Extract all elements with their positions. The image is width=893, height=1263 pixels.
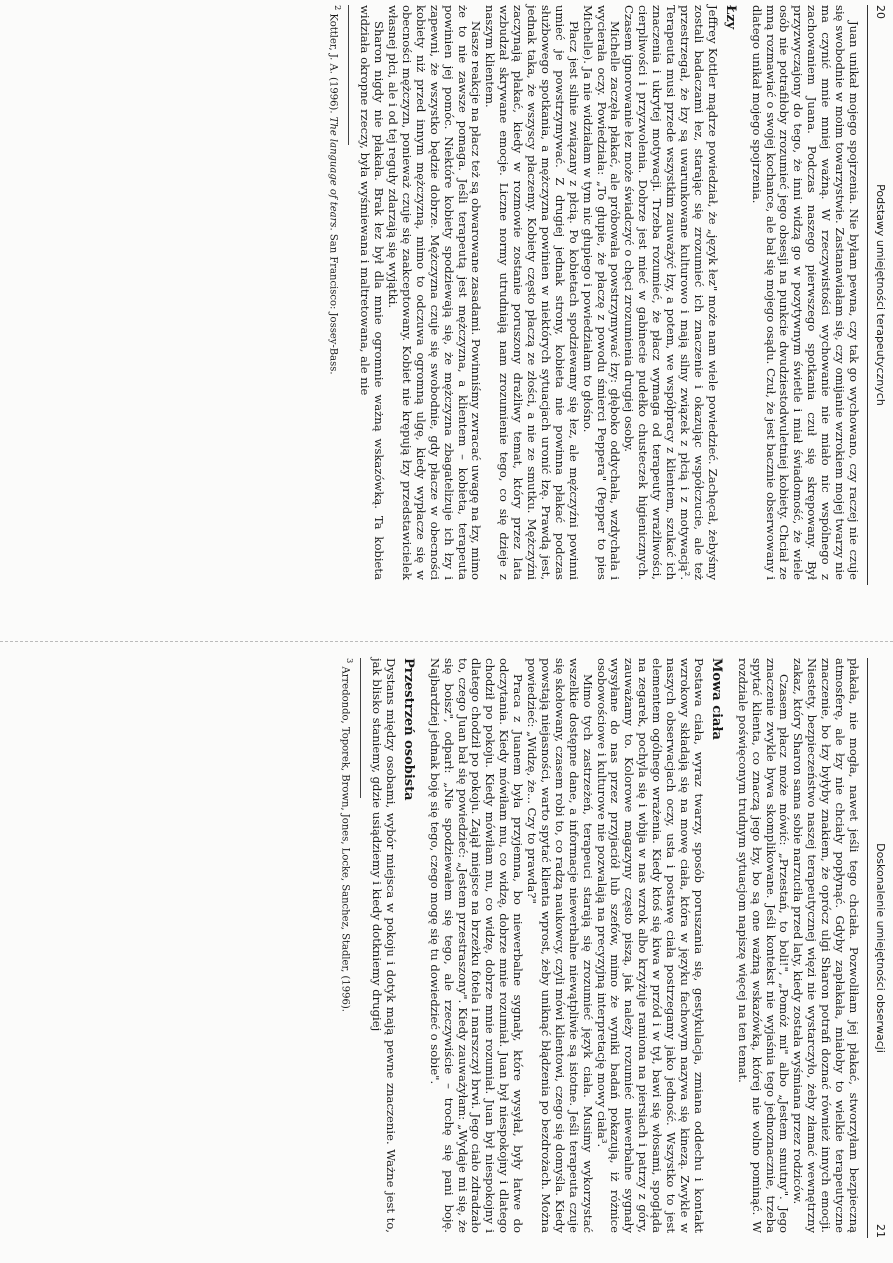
page-20	[130, 5, 890, 605]
paragraph-sharon: Sharon nigdy nie płakała. Brak łez był dla mnie ogromnie ważną wskazówką. Ta kobieta widziała okropne rzeczy, była wyśmiewana i maltretowana, ale nie	[358, 5, 387, 580]
heading-body-language: Mowa ciała	[708, 658, 724, 740]
page-gutter	[0, 641, 893, 643]
heading-personal-space: Przestrzeń osobista	[400, 658, 416, 801]
footnote-mark-3: 3	[345, 658, 356, 664]
page-21	[130, 658, 890, 1258]
page-number-left: 20	[874, 5, 887, 19]
footnote-3-text: Arredondo, Toporek, Brown, Jones, Locke, Sanchez, Stadler, (1996).	[339, 666, 351, 1012]
footnote-3	[339, 658, 356, 1233]
paragraph-caveats: Mimo tych zastrzeżeń, terapeuci starają się zrozumieć język ciała. Musimy wykorzystać wszelkie dostępne dane, a informacje niewerbalne niewątpliwie są istotne. Jeśli terapeuta czuje się skołowany, czasem robi to, co radzą naukowcy, czyli mówi klientowi, czego się domyśla. Kiedy powstają niejasności, warto spytać klienta wprost, żeby uniknąć błądzenia po bezdrożach. Można powiedzieć: „Widzę, że... Czy to prawda?"	[525, 658, 595, 1233]
paragraph-juan: Juan unikał mojego spojrzenia. Nie byłam pewna, czy tak go wychowano, czy raczej nie czuje się swobodnie w moim towarzystwie. Zastanawiałam się, czy omijanie wzrokiem mojej twarzy nie ma czynić mnie mniej ważną. W rzeczywistości wychowanie nie miało nic wspólnego z zachowaniem Juana. Podczas naszego pierwszego spotkania czuł się skrępowany. Był przyzwyczajony do tego, że inni widzą go w pozytywnym świetle i miał świadomość, że wiele osób nie potrafiłoby zrozumieć jego obsesji na punkcie dwudziestodwuletniej kobiety. Chciał ze mną rozmawiać o swojej kochance, ale bał się mojego osądu. Czuł, że jest bacznie obserwowany i dlatego unikał mojego spojrzenia.	[749, 5, 861, 580]
paragraph-crying-meaning: Czasem płacz może mówić: „Przestań, to boli!", „Pomóż mi" albo „Jestem smutny". Jego znaczenie zwykle bywa skomplikowane. Jeśli kontekst nie wyjaśnia tego jednoznacznie, trzeba spytać klienta, co znaczą jego łzy, bo są one ważną wskazówką, której nie wolno pominąć. W rozdziale poświęconym trudnym sytuacjom napiszę więcej na ten temat.	[735, 658, 792, 1233]
footnote-rule-right	[360, 658, 361, 798]
running-header-right	[867, 658, 890, 1238]
footnote-2-publisher: . San Francisco: Jossey-Bass.	[327, 227, 339, 375]
paragraph-kinesics: Postawa ciała, wyraz twarzy, sposób poruszania się, gestykulacja, zmiana oddechu i kontakt wzrokowy składają się na mowę ciała, która w języku fachowym nazywa się kinezą. Zwykle w naszych obserwacjach oczy, usta i postawę ciała postrzegamy jako jedność. Wszystko to jest elementem ogólnego wrażenia. Kiedy ktoś się kiwa w przód i w tył, bawi się włosami, spogląda na zegarek, pochyla się i wbija w nas wzrok albo krzyżuje ramiona na piersiach i patrzy z góry, zauważamy to. Kolorowe magazyny często piszą, jak należy rozumieć niewerbalne sygnały wysyłane do nas przez przyjaciół lub szefów, mimo że wyniki badań pokazują, iż różnice osobowościowe i kulturowe nie pozwalają na precyzyjną interpretację mowy ciała³.	[594, 658, 706, 1233]
page-number-right: 21	[874, 1224, 887, 1238]
paragraph-distance: Dystans między osobami, wybór miejsca w pokoju i dotyk mają pewne znaczenie. Ważne jest to, jak blisko staniemy, gdzie usiądziemy i kiedy dotkniemy drugiej	[370, 658, 398, 1233]
paragraph-reactions: Nasze reakcje na płacz też są obwarowane zasadami. Powinniśmy zwracać uwagę na łzy, mimo że to nie zawsze pomaga. Jeśli terapeutą jest mężczyzna, a klientem – kobieta, terapeuta powinien jej pomóc. Niektóre kobiety spodziewają się, że mężczyzna zbagatelizuje ich łzy i zapewni, że wszystko będzie dobrze. Mężczyzna czuje się swobodnie, gdy płacze w obecności kobiety niż przed innym mężczyzną, mimo to odczuwa ogromną ulgę, kiedy wypłacze się w obecności mężczyzn, ponieważ czuje się zaakceptowany. Kobiet nie krępują łzy przedstawicielek własnej płci, ale i od tej reguły zdarzają się wyjątki.	[386, 5, 484, 580]
footnote-2-title: The language of tears	[327, 116, 339, 228]
footnote-2	[327, 5, 344, 580]
text-column-left	[327, 5, 860, 580]
header-title-right: Doskonalenie umiejętności obserwacji	[874, 843, 887, 1053]
running-header-left	[867, 5, 890, 585]
footnote-2-author: Kottler, J. A. (1996).	[327, 13, 339, 117]
heading-tears: Łzy	[722, 5, 738, 30]
paragraph-kottler: Jeffrey Kottler mądrze powiedział, że „język łez" może nam wiele powiedzieć. Zachęcał, żebyśmy zostali badaczami łez, starając się zrozumieć ich znaczenie i okazując współczucie, ale też przestrzegał, że łzy są uwarunkowane kulturowo i mają silny związek z płcią i z motywacją². Terapeuta musi przede wszystkim zauważyć łzy, a potem, we współpracy z klientem, szukać ich znaczenia i ukrytej motywacji. Trzeba rozumieć, że płacz wymaga od terapeuty wrażliwości, cierpliwości i przyzwolenia. Dobrze jest mieć w gabinecie pudełko chusteczek higienicznych. Czasem ignorowanie łez może świadczyć o chęci zrozumienia drugiej osoby.	[622, 5, 720, 580]
text-column-right	[339, 658, 860, 1233]
paragraph-gender: Płacz jest silnie związany z płcią. Po kobietach spodziewamy się łez, ale mężczyźni powinni umieć je powstrzymywać. Z drugiej jednak strony, kobieta nie powinna płakać podczas służbowego spotkania, a mężczyzna powinien w niektórych sytuacjach uronić łzę. Prawdą jest, jednak taka, że wszyscy płaczemy. Kobiety często płaczą ze złości, a nie ze smutku. Mężczyźni zaczynają płakać, kiedy w rozmowie zostanie poruszony drażliwy temat, który przez lata wzbudzał skrywane emocje. Liczne normy utrudniają nam zrozumienie tego, co się dzieje z naszym klientem.	[483, 5, 581, 580]
paragraph-michelle: Michelle zaczęła płakać, ale próbowała powstrzymywać łzy: głęboko oddychała, wzdychała i wycierała oczy. Powiedziała: „To głupie, że płaczę z powodu śmierci Peppera" (Pepper to pies Michelle). Ja nie widziałam w tym nic głupiego i powiedziałam to głośno.	[580, 5, 623, 580]
footnote-rule-left	[348, 5, 349, 145]
paragraph-sharon-cont: płakała, nie mogła, nawet jeśli tego chciała. Pozwoliłam jej płakać, stworzyłam bezpieczną atmosferę, ale łzy nie chciały popłynąć. Gdyby zapłakała, miałoby to wielkie terapeutyczne znaczenie, bo łzy byłyby znakiem, że oprócz ulgi Sharon potrafi doznać również innych emocji. Niestety, bezpieczeństwo naszej terapeutycznej więzi nie wystarczyło, żeby złamać wewnętrzny zakaz, który Sharon sama sobie narzuciła przed laty, kiedy została wyśmiana przez rodziców.	[791, 658, 861, 1233]
paragraph-juan-work: Praca z Juanem była przyjemna, bo niewerbalne sygnały, które wysyłał, były łatwe do odczytania. Kiedy mówiłam mu, co widzę, dobrze mnie rozumiał. Juan był niespokojny i dlatego chodził po pokoju. Kiedy mówiłam mu, co widzę, dobrze mnie rozumiał. Juan był niespokojny i dlatego chodził po pokoju. Zajął miejsce na brzeżku fotela i marszczył brwi. Jego ciało zdradzało to, czego Juan bał się powiedzieć: „Jestem przestraszony". Kiedy zauważyłam: „Wydaje mi się, że się boisz", odparł: „Nie spodziewałem się tego, ale rzeczywiście – trochę się pani boję. Najbardziej jednak boję się tego, czego mogę się tu dowiedzieć o sobie".	[427, 658, 526, 1233]
footnote-mark-2: 2	[333, 5, 344, 11]
header-title-left: Podstawy umiejętności terapeutycznych	[874, 184, 887, 406]
